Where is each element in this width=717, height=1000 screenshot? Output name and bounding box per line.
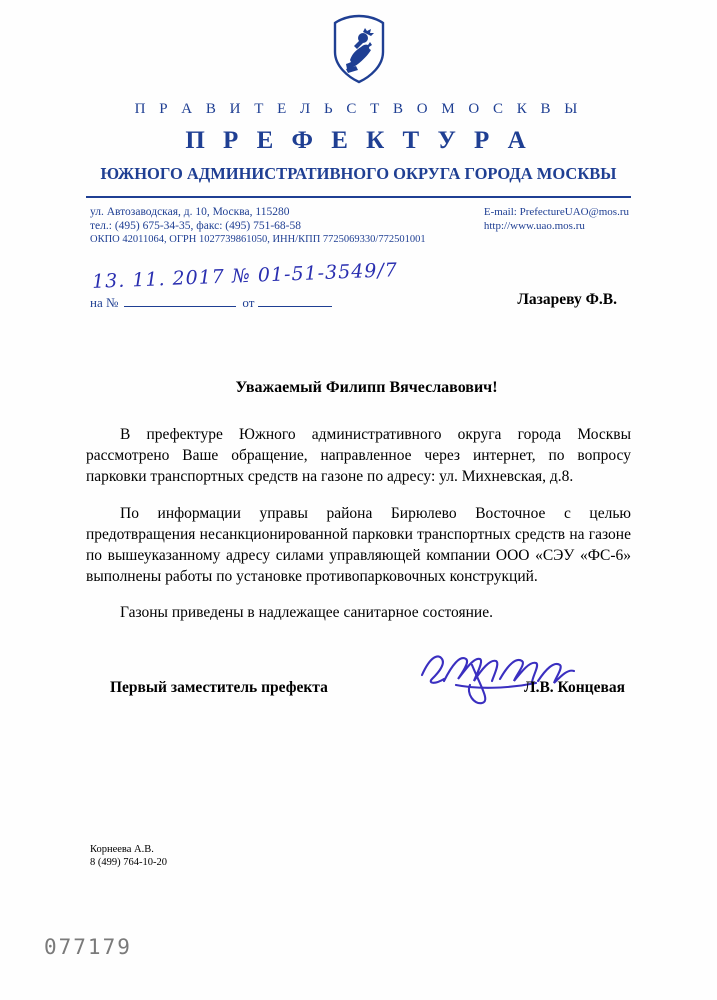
contacts-left <box>90 205 426 247</box>
signer-title: Первый заместитель префекта <box>110 679 328 696</box>
salutation: Уважаемый Филипп Вячеславович! <box>235 379 498 396</box>
paragraph-3: Газоны приведены в надлежащее санитарное состояние. <box>120 604 493 621</box>
handwritten-outgoing-number: 13. 11. 2017 № 01-51-3549/7 <box>91 259 399 293</box>
registration-codes-line: ОКПО 42011064, ОГРН 1027739861050, ИНН/КПП 7725069330/772501001 <box>90 234 426 245</box>
signer-name: Л.В. Концевая <box>524 679 625 696</box>
prefecture-title: П Р Е Ф Е К Т У Р А <box>185 127 532 154</box>
executor-phone: 8 (499) 764-10-20 <box>90 857 167 868</box>
incoming-reference-line <box>90 294 336 311</box>
handwritten-signature-icon <box>416 645 596 707</box>
phone-line: тел.: (495) 675-34-35, факс: (495) 751-68-58 <box>90 220 301 232</box>
contacts-block <box>86 205 631 257</box>
email-line: E-mail: PrefectureUAO@mos.ru <box>483 206 629 218</box>
paragraph-1: В префектуре Южного административного округа города Москвы рассмотрено Ваше обращение, направленное через интернет, по вопросу парковки транспортных средств на газоне по адресу: ул. Михневская, д.8. <box>86 426 631 485</box>
contacts-right <box>484 205 629 233</box>
date-blank <box>258 294 332 307</box>
incoming-label: на № <box>90 295 119 310</box>
government-title: П Р А В И Т Е Л Ь С Т В О М О С К В Ы <box>134 101 583 117</box>
moscow-coat-of-arms-icon <box>330 14 388 84</box>
executor-name: Корнеева А.В. <box>90 844 154 855</box>
address-line: ул. Автозаводская, д. 10, Москва, 115280 <box>90 206 290 218</box>
date-label: от <box>242 295 255 310</box>
okrug-title: ЮЖНОГО АДМИНИСТРАТИВНОГО ОКРУГА ГОРОДА МОСКВЫ <box>100 164 617 183</box>
website-line: http://www.uao.mos.ru <box>483 220 585 232</box>
incoming-number-blank <box>124 294 236 307</box>
reference-block <box>86 259 631 325</box>
letterhead <box>0 101 717 184</box>
paragraph-2: По информации управы района Бирюлево Восточное с целью предотвращения несанкционированной парковки транспортных средств на газоне по вышеуказанному адресу силами управляющей компании ООО «СЭУ «ФС-6» выполнены работы по установке противопарковочных конструкций. <box>86 504 631 585</box>
executor-block <box>90 843 167 869</box>
signature-block <box>86 653 631 713</box>
scan-id: 077179 <box>44 935 132 959</box>
letter-body <box>86 377 631 623</box>
addressee: Лазареву Ф.В. <box>517 291 617 308</box>
emblem-container <box>0 0 717 89</box>
header-divider <box>86 196 631 198</box>
